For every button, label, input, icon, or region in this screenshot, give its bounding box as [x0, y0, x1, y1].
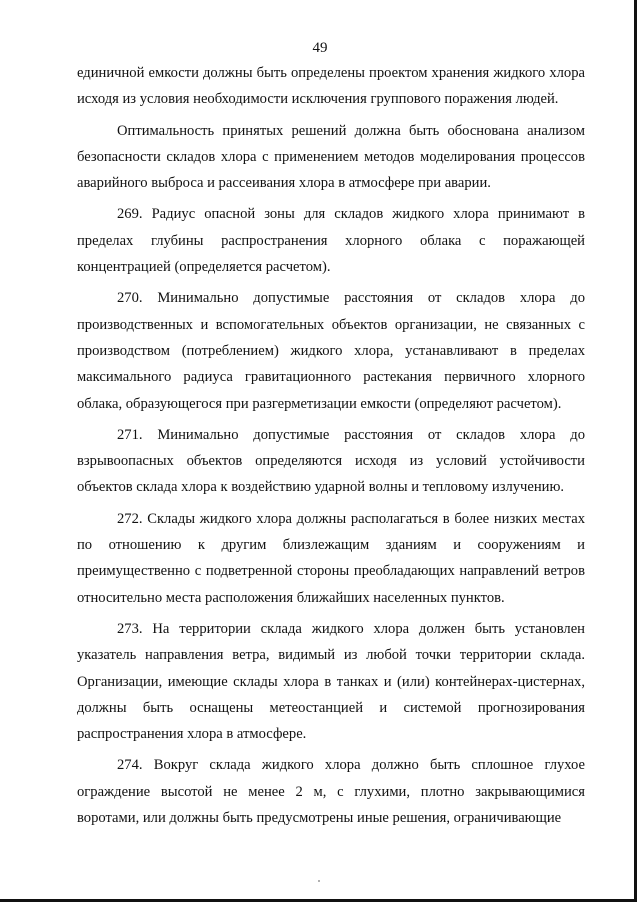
document-body	[77, 60, 585, 836]
paragraph-274: 274. Вокруг склада жидкого хлора должно быть сплошное глухое ограждение высотой не менее 2 м, с глухими, плотно закрывающимися воротами, или должны быть предусмотрены иные решения, ограничивающие	[77, 757, 585, 827]
paragraph-273: 273. На территории склада жидкого хлора должен быть установлен указатель направления ветра, видимый из любой точки территории склада. Организации, имеющие склады хлора в танках и (или) контейнерах-цистернах, должны быть оснащены метеостанцией и системой прогнозирования распространения хлора в атмосфере.	[77, 620, 585, 743]
paragraph-271: 271. Минимально допустимые расстояния от складов хлора до взрывоопасных объектов определяются исходя из условий устойчивости объектов склада хлора к воздействию ударной волны и тепловому излучению.	[77, 426, 585, 496]
paragraph-continuation: единичной емкости должны быть определены проектом хранения жидкого хлора исходя из условия необходимости исключения группового поражения людей.	[77, 65, 585, 108]
scan-speck	[318, 880, 320, 882]
paragraph-269: 269. Радиус опасной зоны для складов жидкого хлора принимают в пределах глубины распространения хлорного облака с поражающей концентрацией (определяется расчетом).	[77, 206, 585, 276]
paragraph-272: 272. Склады жидкого хлора должны располагаться в более низких местах по отношению к другим близлежащим зданиям и сооружениям и преимущественно с подветренной стороны преобладающих направлений ветров относительно места расположения ближайших населенных пунктов.	[77, 510, 585, 606]
paragraph-270: 270. Минимально допустимые расстояния от складов хлора до производственных и вспомогательных объектов организации, не связанных с производством (потреблением) жидкого хлора, устанавливают в пределах максимального радиуса гравитационного растекания первичного хлорного облака, образующегося при разгерметизации емкости (определяют расчетом).	[77, 290, 585, 412]
paragraph-optimality: Оптимальность принятых решений должна быть обоснована анализом безопасности складов хлора с применением методов моделирования процессов аварийного выброса и рассеивания хлора в атмосфере при аварии.	[77, 122, 585, 192]
page-number: 49	[312, 40, 328, 56]
